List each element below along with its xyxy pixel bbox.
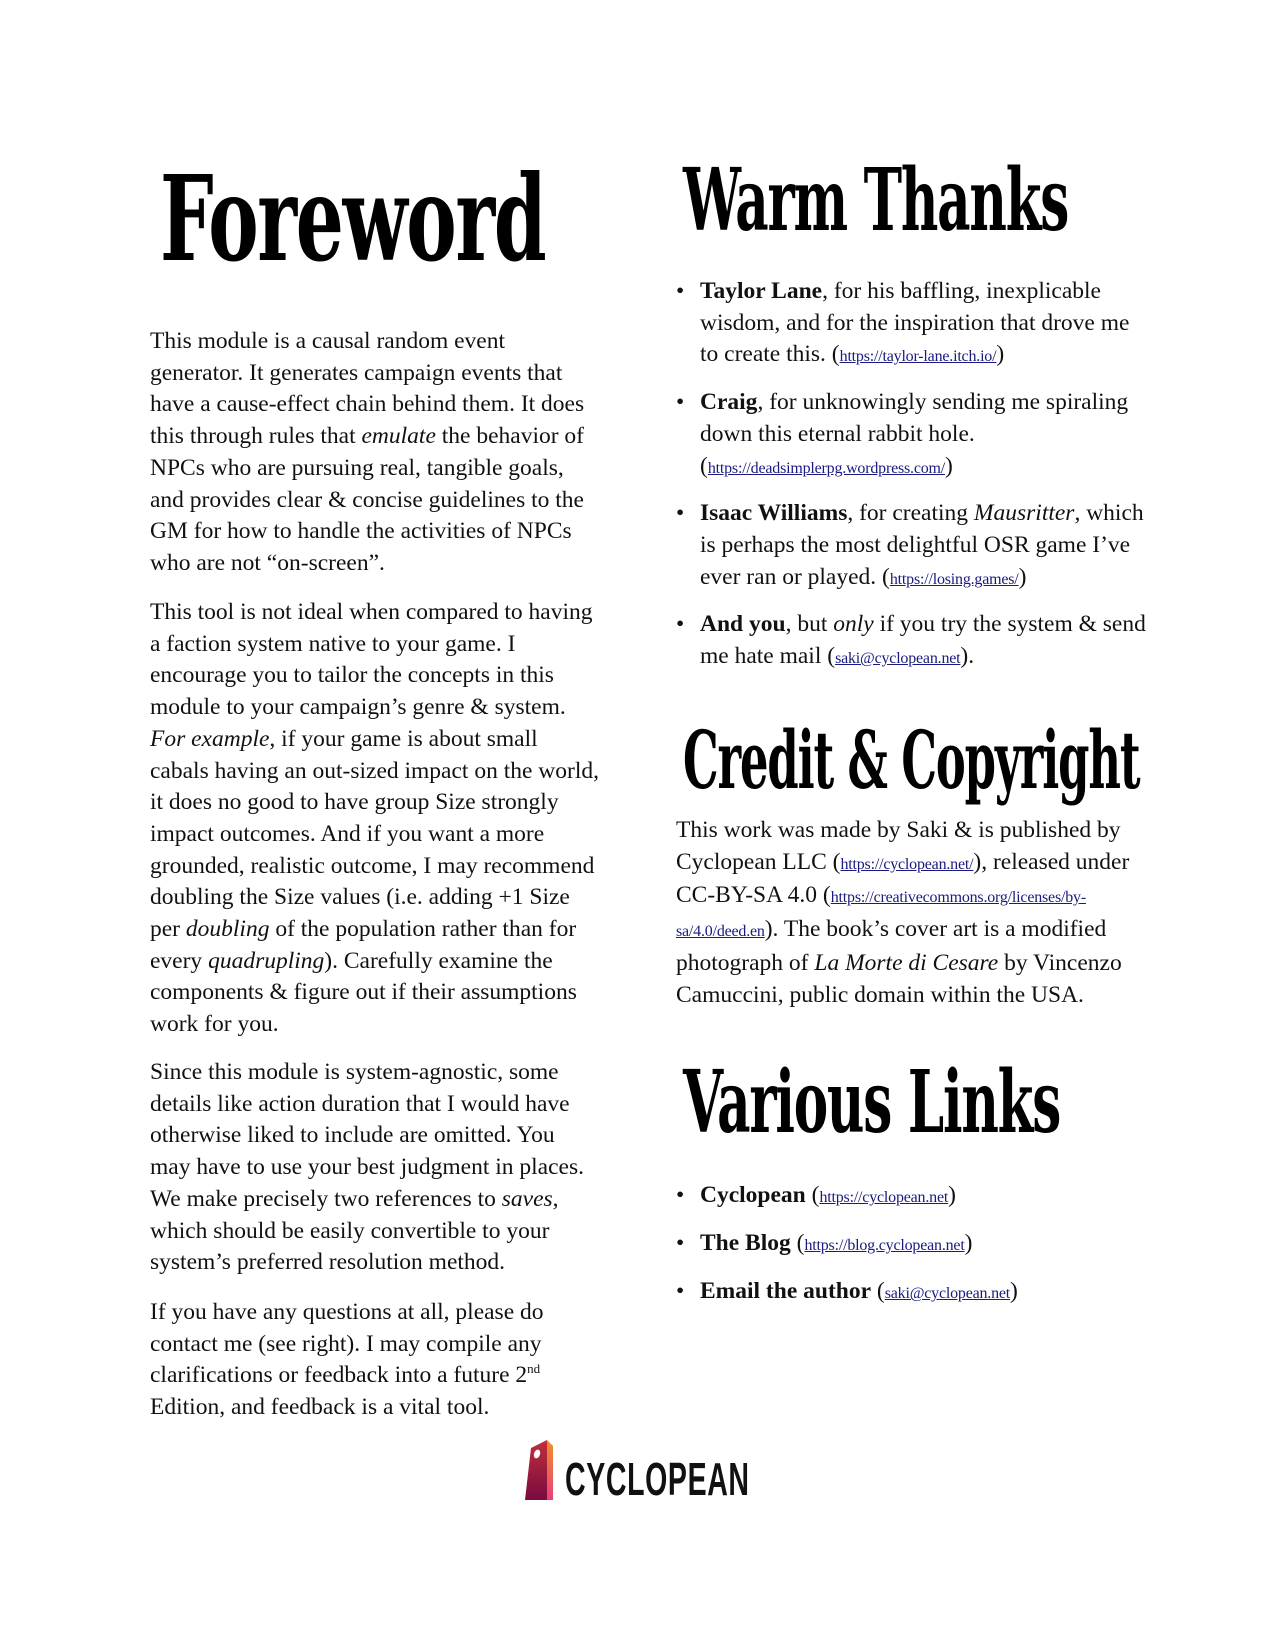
link-label: The Blog [700, 1230, 791, 1257]
losing-games-link[interactable]: https://losing.games/ [889, 570, 1019, 588]
list-item [676, 1276, 1146, 1310]
cyclopean-link[interactable]: https://cyclopean.net/ [840, 855, 974, 873]
monolith-icon [525, 1440, 555, 1500]
list-item [676, 276, 1146, 373]
taylor-lane-link[interactable]: https://taylor-lane.itch.io/ [839, 348, 997, 366]
link-label: Cyclopean [700, 1182, 806, 1208]
warm-thanks-heading: Warm Thanks [683, 150, 1069, 251]
text: ) [945, 452, 953, 479]
artwork-title: La Morte di Cesare [814, 949, 999, 976]
emphasis: doubling [185, 916, 270, 943]
various-links-heading: Various Links [683, 1052, 1061, 1153]
foreword-paragraph-1 [150, 326, 600, 580]
text: the behavior of NPCs who are pursuing real, tangible goals, and provides clear & concise guidelines to the GM for how to handle the activities of NPCs who are not “on-screen”. [150, 423, 585, 576]
text: Edition, and feedback is a vital tool. [150, 1394, 490, 1421]
thanks-list [676, 276, 1146, 689]
text: , for creating [847, 500, 974, 527]
text: ) [996, 341, 1005, 368]
text: , which should be easily convertible to your system’s preferred resolution method. [150, 1185, 559, 1276]
cc-license-link[interactable]: https://creativecommons.org/licenses/by-sa/4.0/deed.en [676, 889, 1086, 941]
superscript: nd [527, 1361, 541, 1377]
text: ), released under CC-BY-SA 4.0 ( [676, 848, 1130, 909]
credit-paragraph [676, 815, 1146, 1011]
deadsimplerpg-link[interactable]: https://deadsimplerpg.wordpress.com/ [707, 459, 946, 477]
text: If you have any questions at all, please do contact me (see right). I may compile any clarifications or feedback into a future 2 [150, 1299, 544, 1389]
cyclopean-site-link[interactable]: https://cyclopean.net [819, 1189, 949, 1206]
text: of the population rather than for every [150, 916, 577, 974]
blog-link[interactable]: https://blog.cyclopean.net [804, 1237, 965, 1255]
person-name: And you [700, 611, 786, 638]
emphasis: For example [150, 725, 270, 752]
text: ). Carefully examine the components & figure out if their assumptions work for you. [150, 947, 577, 1038]
text: This work was made by Saki & is published by Cyclopean LLC ( [676, 817, 1121, 875]
text: This module is a causal random event generator. It generates campaign events that have a cause-effect chain behind them. It does this through rules that [150, 328, 585, 450]
author-email-link[interactable]: saki@cyclopean.net [884, 1285, 1011, 1303]
text: ). [960, 643, 975, 670]
text: , for unknowingly sending me spiraling down this eternal rabbit hole. ( [700, 389, 1129, 479]
person-name: Isaac Williams [700, 500, 848, 527]
links-list [676, 1180, 1146, 1325]
text: ) [1010, 1278, 1018, 1305]
emphasis: saves [501, 1185, 553, 1212]
text: ) [1018, 563, 1027, 590]
text: ( [796, 1230, 805, 1257]
cyclopean-wordmark: CYCLOPEAN [565, 1453, 750, 1505]
list-item [676, 609, 1146, 674]
person-name: Taylor Lane [700, 278, 823, 304]
text: ( [811, 1182, 820, 1208]
foreword-paragraph-2 [150, 597, 600, 1041]
text: if you try the system & send me hate mail ( [700, 611, 1146, 670]
text: ) [948, 1182, 956, 1208]
list-item [676, 1228, 1146, 1262]
foreword-heading: Foreword [160, 149, 546, 288]
emphasis: quadrupling [208, 947, 325, 974]
text: ) [964, 1230, 973, 1257]
text: , for his baffling, inexplicable wisdom, and for the inspiration that drove me to create this. ( [700, 278, 1130, 368]
list-item [676, 1180, 1146, 1214]
text: This tool is not ideal when compared to having a faction system native to your game. I encourage you to tailor the concepts in this module to your campaign’s genre & system. [150, 599, 593, 721]
person-name: Craig [700, 389, 758, 416]
email-link[interactable]: saki@cyclopean.net [835, 650, 961, 668]
text: , which is perhaps the most delightful OSR game I’ve ever ran or played. ( [700, 500, 1144, 590]
emphasis: only [833, 611, 874, 638]
text: , if your game is about small cabals having an out-sized impact on the world, it does no good to have group Size strongly impact outcomes. And if you want a more grounded, realistic outcome, I may recommend doubling the Size values (i.e. adding +1 Size per [150, 725, 599, 943]
foreword-paragraph-3 [150, 1057, 600, 1279]
text: by Vincenzo Camuccini, public domain within the USA. [676, 949, 1122, 1008]
credit-copyright-heading: Credit & Copyright [683, 713, 1140, 807]
list-item [676, 498, 1146, 595]
link-label: Email the author [700, 1278, 872, 1305]
list-item [676, 387, 1146, 484]
text: ). The book’s cover art is a modified photograph of [676, 916, 1107, 976]
emphasis: emulate [361, 423, 436, 450]
text: , but [785, 611, 834, 638]
text: Since this module is system-agnostic, some details like action duration that I would have otherwise liked to include are omitted. You may have to use your best judgment in places. We make precisely two references to [150, 1059, 584, 1212]
cyclopean-logo [525, 1440, 863, 1505]
foreword-paragraph-4 [150, 1297, 600, 1424]
emphasis: Mausritter [973, 500, 1075, 527]
text: ( [876, 1278, 885, 1305]
